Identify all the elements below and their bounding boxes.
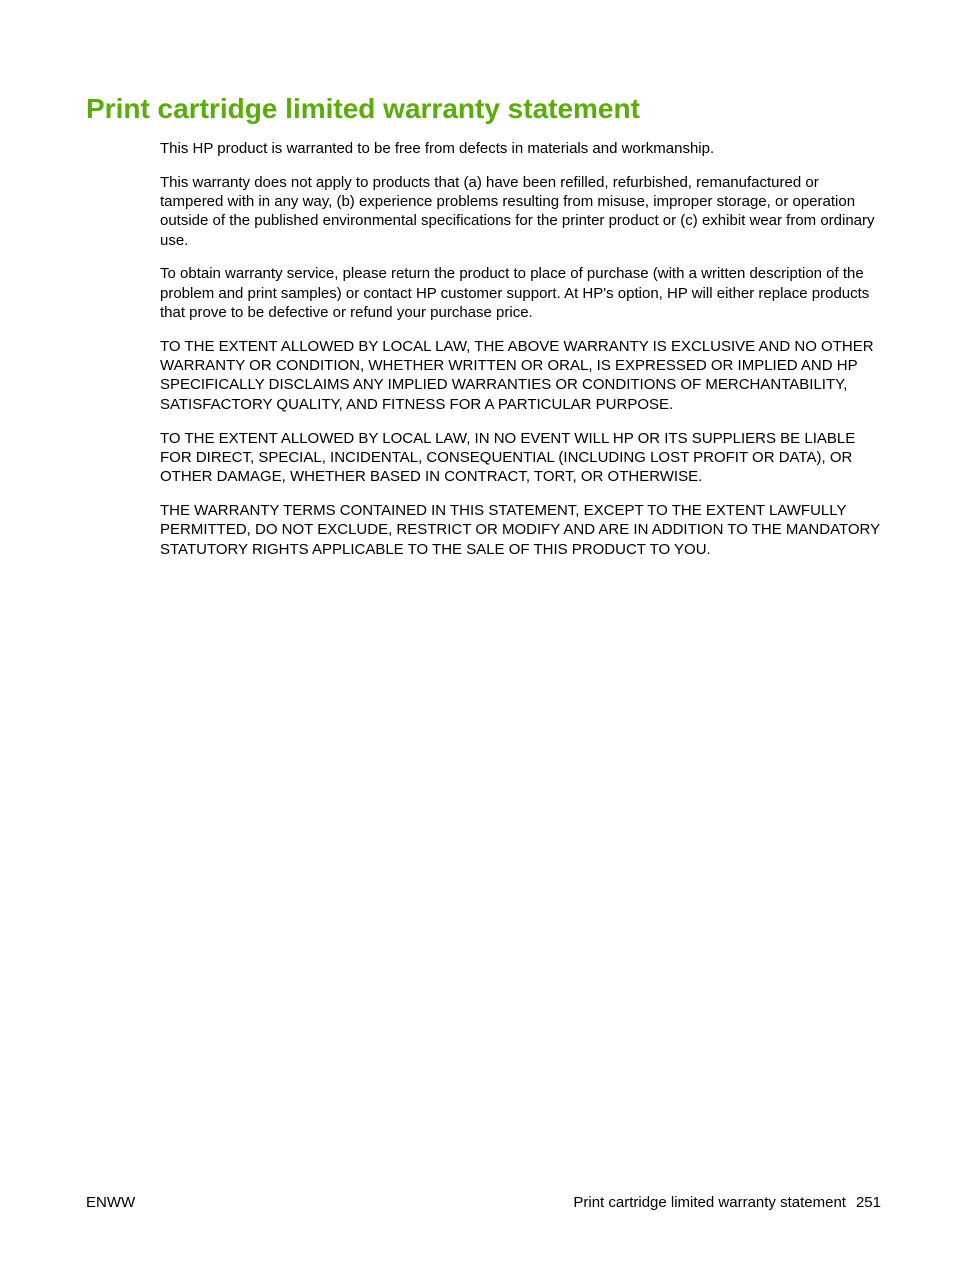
paragraph-exclusions: This warranty does not apply to products that (a) have been refilled, refurbished, remanufactured or tampered with in any way, (b) experience problems resulting from misuse, improper storage, or operation outside of the published environmental specifications for the printer product or (c) exhibit wear from ordinary use. (160, 173, 875, 249)
page-title: Print cartridge limited warranty statement (86, 93, 640, 124)
footer-section-title: Print cartridge limited warranty statement (573, 1194, 846, 1211)
paragraph-warranty-scope: This HP product is warranted to be free from defects in materials and workmanship. (160, 140, 715, 157)
footer-doc-code: ENWW (86, 1194, 136, 1211)
paragraph-statutory-rights: THE WARRANTY TERMS CONTAINED IN THIS STATEMENT, EXCEPT TO THE EXTENT LAWFULLY PERMITTED, DO NOT EXCLUDE, RESTRICT OR MODIFY AND ARE IN ADDITION TO THE MANDATORY STATUTORY RIGHTS APPLICABLE TO THE SALE OF THIS PRODUCT TO YOU. (160, 501, 880, 558)
paragraph-warranty-service: To obtain warranty service, please return the product to place of purchase (with a written description of the problem and print samples) or contact HP customer support. At HP's option, HP will either replace products that prove to be defective or refund your purchase price. (160, 265, 870, 322)
paragraph-exclusive-warranty: TO THE EXTENT ALLOWED BY LOCAL LAW, THE ABOVE WARRANTY IS EXCLUSIVE AND NO OTHER WARRANTY OR CONDITION, WHETHER WRITTEN OR ORAL, IS EXPRESSED OR IMPLIED AND HP SPECIFICALLY DISCLAIMS ANY IMPLIED WARRANTIES OR CONDITIONS OF MERCHANTABILITY, SATISFACTORY QUALITY, AND FITNESS FOR A PARTICULAR PURPOSE. (160, 337, 874, 413)
page-number: 251 (855, 1194, 881, 1211)
paragraph-liability-limit: TO THE EXTENT ALLOWED BY LOCAL LAW, IN NO EVENT WILL HP OR ITS SUPPLIERS BE LIABLE FOR DIRECT, SPECIAL, INCIDENTAL, CONSEQUENTIAL (INCLUDING LOST PROFIT OR DATA), OR OTHER DAMAGE, WHETHER BASED IN CONTRACT, TORT, OR OTHERWISE. (160, 429, 856, 486)
document-body (160, 139, 886, 573)
footer-page-info (573, 1193, 881, 1212)
